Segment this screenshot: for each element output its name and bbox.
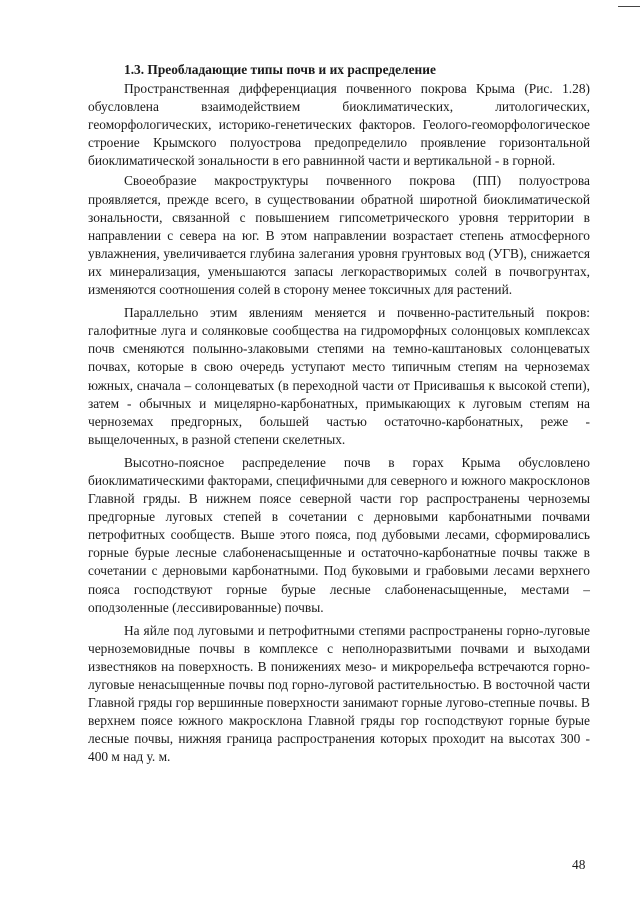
paragraph-macrostructure: Своеобразие макроструктуры почвенного покрова (ПП) полуострова проявляется, прежде всего, в существовании обратной широтной биоклиматической зональности, связанной с повышением гипсометрического уровня территории в направлении с севера на юг. В этом направлении возрастает степень атмосферного увлажнения, увеличивается глубина залегания уровня грунтовых вод (УГВ), снижается их минерализация, уменьшаются запасы легкорастворимых солей в почвогрунтах, изменяются соотношения солей в сторону менее токсичных для растений. (88, 173, 590, 298)
scan-edge-mark (618, 0, 640, 7)
paragraph-altitudinal-zonation: Высотно-поясное распределение почв в горах Крыма обусловлено биоклиматическими факторами, специфичными для северного и южного макросклонов Главной гряды. В нижнем поясе северной части гор распространены черноземы предгорные луговых степей в сочетании с дерновыми карбонатными почвами петрофитных сообществ. Выше этого пояса, под дубовыми лесами, сформировались горные бурые лесные слабоненасыщенные и остаточно-карбонатные почвы также в сочетании с дерновыми карбонатными. Под буковыми и грабовыми лесами верхнего пояса господствуют горные бурые лесные слабоненасыщенные, местами – оподзоленные (лессивированные) почвы. (88, 454, 590, 615)
paragraph-soil-differentiation: Пространственная дифференциация почвенного покрова Крыма (Рис. 1.28) обусловлена взаимодействием биоклиматических, литологических, геоморфологических, историко-генетических факторов. Геолого-геоморфологическое строение Крымского полуострова предопределило проявление горизонтальной биоклиматической зональности в его равнинной части и вертикальной - в горной. (88, 81, 590, 169)
page-number: 48 (572, 857, 586, 872)
paragraph-yaila-soils: На яйле под луговыми и петрофитными степями распространены горно-луговые черноземовидные почвы в комплексе с неполноразвитыми почвами и выходами известняков на поверхность. В понижениях мезо- и микрорельефа встречаются горно-луговые ненасыщенные почвы под горно-луговой растительностью. В восточной части Главной гряды гор вершинные поверхности занимают горные лугово-степные почвы. В верхнем поясе южного макросклона Главной гряды гор господствуют горные бурые лесные почвы, нижняя граница распространения которых проходит на высотах 300 - 400 м над у. м. (88, 622, 590, 765)
document-page (88, 61, 590, 766)
paragraph-vegetation-cover: Параллельно этим явлениям меняется и почвенно-растительный покров: галофитные луга и солянковые сообщества на гидроморфных солонцовых комплексах почв сменяются полынно-злаковыми степями на темно-каштановых солонцеватых почвах, которые в свою очередь уступают место типичным степям на черноземах южных, сначала – солонцеватых (в переходной части от Присивашья к высокой степи), затем - обычных и мицелярно-карбонатных, примыкающих к луговым степям на черноземах предгорных, большей частью остаточно-карбонатных, реже - выщелоченных, в разной степени скелетных. (88, 305, 590, 447)
section-heading: 1.3. Преобладающие типы почв и их распределение (124, 62, 436, 77)
